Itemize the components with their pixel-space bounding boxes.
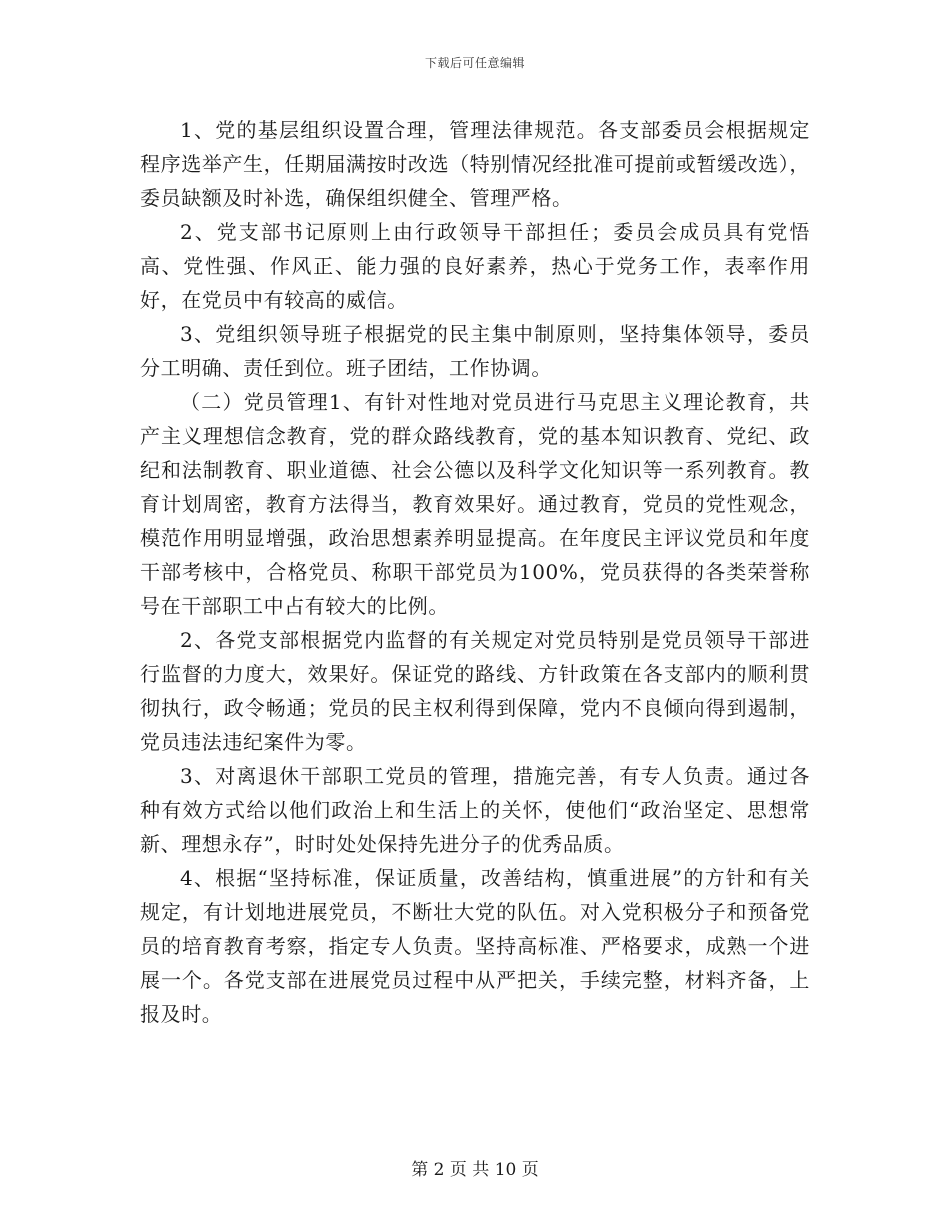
document-body — [140, 113, 810, 1031]
paragraph-1: 1、党的基层组织设置合理，管理法律规范。各支部委员会根据规定程序选举产生，任期届满按时改选（特别情况经批准可提前或暂缓改选），委员缺额及时补选，确保组织健全、管理严格。 — [140, 118, 810, 210]
paragraph-5: 2、各党支部根据党内监督的有关规定对党员特别是党员领导干部进行监督的力度大，效果好。保证党的路线、方针政策在各支部内的顺利贯彻执行，政令畅通；党员的民主权利得到保障，党内不良倾向得到遏制，党员违法违纪案件为零。 — [140, 628, 810, 754]
paragraph-2: 2、党支部书记原则上由行政领导干部担任；委员会成员具有党悟高、党性强、作风正、能力强的良好素养，热心于党务工作，表率作用好，在党员中有较高的威信。 — [140, 220, 810, 312]
paragraph-7: 4、根据“坚持标准，保证质量，改善结构，慎重进展”的方针和有关规定，有计划地进展党员，不断壮大党的队伍。对入党积极分子和预备党员的培育教育考察，指定专人负责。坚持高标准、严格要求，成熟一个进展一个。各党支部在进展党员过程中从严把关，手续完整，材料齐备，上报及时。 — [140, 866, 810, 1026]
paragraph-4: （二）党员管理1、有针对性地对党员进行马克思主义理论教育，共产主义理想信念教育，党的群众路线教育，党的基本知识教育、党纪、政纪和法制教育、职业道德、社会公德以及科学文化知识等一系列教育。教育计划周密，教育方法得当，教育效果好。通过教育，党员的党性观念，模范作用明显增强，政治思想素养明显提高。在年度民主评议党员和年度干部考核中，合格党员、称职干部党员为100%，党员获得的各类荣誉称号在干部职工中占有较大的比例。 — [140, 390, 810, 618]
page-footer — [0, 1155, 950, 1180]
paragraph-3: 3、党组织领导班子根据党的民主集中制原则，坚持集体领导，委员分工明确、责任到位。班子团结，工作协调。 — [140, 322, 810, 380]
page-number: 第 2 页 共 10 页 — [411, 1160, 539, 1180]
paragraph-6: 3、对离退休干部职工党员的管理，措施完善，有专人负责。通过各种有效方式给以他们政治上和生活上的关怀，使他们“政治坚定、思想常新、理想永存”，时时处处保持先进分子的优秀品质。 — [140, 764, 810, 856]
page-header: 下载后可任意编辑 — [424, 56, 525, 70]
